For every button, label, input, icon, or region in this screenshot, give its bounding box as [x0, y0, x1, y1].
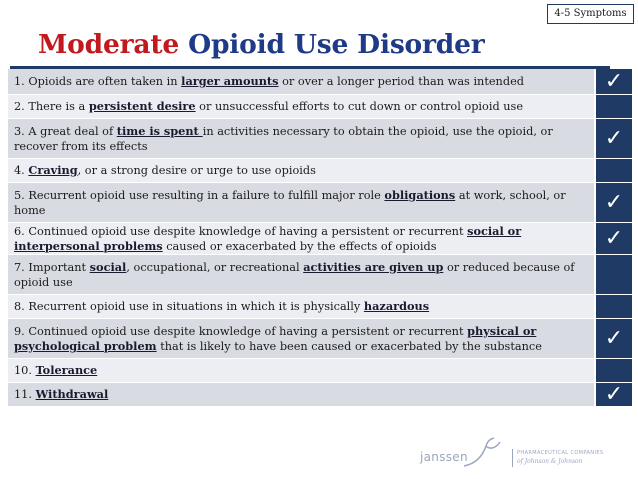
sponsor-logo	[420, 436, 620, 470]
empty-check-cell	[594, 295, 632, 318]
page-title	[38, 24, 608, 66]
logo-divider	[512, 449, 513, 467]
criterion-keyword: Craving	[28, 163, 78, 178]
criterion-row	[8, 318, 632, 358]
criterion-text-segment: 3. A great deal of	[14, 124, 117, 138]
criterion-row	[8, 222, 632, 254]
criterion-row	[8, 118, 632, 158]
criteria-table	[8, 69, 632, 406]
empty-check-cell	[594, 359, 632, 382]
criterion-text-segment: 5. Recurrent opioid use resulting in a failure to fulfill major role	[14, 188, 385, 202]
title-severity: Moderate	[38, 29, 180, 60]
criterion-text	[8, 119, 594, 158]
criterion-row	[8, 158, 632, 182]
criterion-row	[8, 358, 632, 382]
criterion-keyword: Withdrawal	[35, 387, 109, 402]
criterion-text	[8, 183, 594, 222]
criterion-keyword: larger amounts	[181, 74, 279, 89]
criterion-text-segment: 11.	[14, 388, 36, 402]
empty-check-cell	[594, 255, 632, 294]
logo-tagline-parent: of Johnson & Johnson	[517, 458, 583, 465]
symptom-count-badge: 4-5 Symptoms	[547, 4, 634, 24]
criterion-text-segment: in activities necessary to obtain the opioid, use the opioid, or recover from its effects	[14, 124, 553, 153]
criterion-text	[8, 159, 594, 182]
logo-tagline-company: PHARMACEUTICAL COMPANIES	[517, 450, 604, 456]
criterion-text	[8, 69, 594, 94]
criterion-text	[8, 295, 594, 318]
criterion-text-segment: that is likely to have been caused or exacerbated by the substance	[156, 340, 542, 353]
criterion-text-segment: 6. Continued opioid use despite knowledge of having a persistent or recurrent	[14, 224, 468, 238]
checkmark-icon: ✓	[594, 119, 632, 158]
criterion-text-segment: 7. Important	[14, 260, 90, 274]
title-disorder: Opioid Use Disorder	[188, 29, 485, 60]
criterion-text	[8, 319, 594, 358]
criterion-row	[8, 182, 632, 222]
criterion-text-segment: 10.	[14, 364, 36, 378]
criterion-text-segment: caused or exacerbated by the effects of opioids	[162, 240, 437, 253]
criterion-text-segment: 8. Recurrent opioid use in situations in which it is physically	[14, 300, 364, 314]
criterion-text-segment: or over a longer period than was intended	[278, 75, 524, 89]
criterion-row	[8, 382, 632, 406]
criterion-keyword: obligations	[384, 187, 456, 202]
criterion-keyword: activities are given up	[303, 259, 444, 274]
criterion-keyword: persistent desire	[88, 99, 196, 114]
criterion-text-segment: 9. Continued opioid use despite knowledge of having a persistent or recurrent	[14, 324, 468, 338]
criterion-keyword: hazardous	[363, 299, 430, 314]
criterion-text-segment: 4.	[14, 164, 29, 178]
checkmark-icon: ✓	[594, 319, 632, 358]
criterion-text	[8, 359, 594, 382]
criterion-text-segment: at work, school, or home	[14, 188, 566, 217]
criterion-keyword: physical or psychological problem	[14, 323, 537, 353]
criterion-text-segment: or unsuccessful efforts to cut down or control opioid use	[195, 100, 524, 114]
criterion-text-segment: 2. There is a	[14, 100, 89, 114]
criterion-row	[8, 254, 632, 294]
criterion-text-segment: or reduced because of opioid use	[14, 260, 575, 289]
criterion-keyword: social or interpersonal problems	[14, 223, 522, 253]
empty-check-cell	[594, 159, 632, 182]
criterion-keyword: time is spent	[116, 123, 203, 138]
criterion-row	[8, 69, 632, 94]
criterion-keyword: social	[89, 259, 127, 274]
logo-swoosh-icon	[460, 436, 504, 470]
criterion-text-segment: 1. Opioids are often taken in	[14, 75, 182, 89]
checkmark-icon: ✓	[594, 223, 632, 254]
criterion-row	[8, 94, 632, 118]
criterion-text	[8, 95, 594, 118]
logo-wordmark: janssen	[420, 450, 468, 464]
criterion-text-segment: , occupational, or recreational	[126, 260, 304, 274]
checkmark-icon: ✓	[594, 69, 632, 94]
checkmark-icon: ✓	[594, 383, 632, 406]
empty-check-cell	[594, 95, 632, 118]
criterion-text	[8, 223, 594, 254]
criterion-row	[8, 294, 632, 318]
criterion-keyword: Tolerance	[35, 363, 98, 378]
criterion-text-segment: , or a strong desire or urge to use opioids	[77, 164, 316, 178]
checkmark-icon: ✓	[594, 183, 632, 222]
criterion-text	[8, 255, 594, 294]
criterion-text	[8, 383, 594, 406]
